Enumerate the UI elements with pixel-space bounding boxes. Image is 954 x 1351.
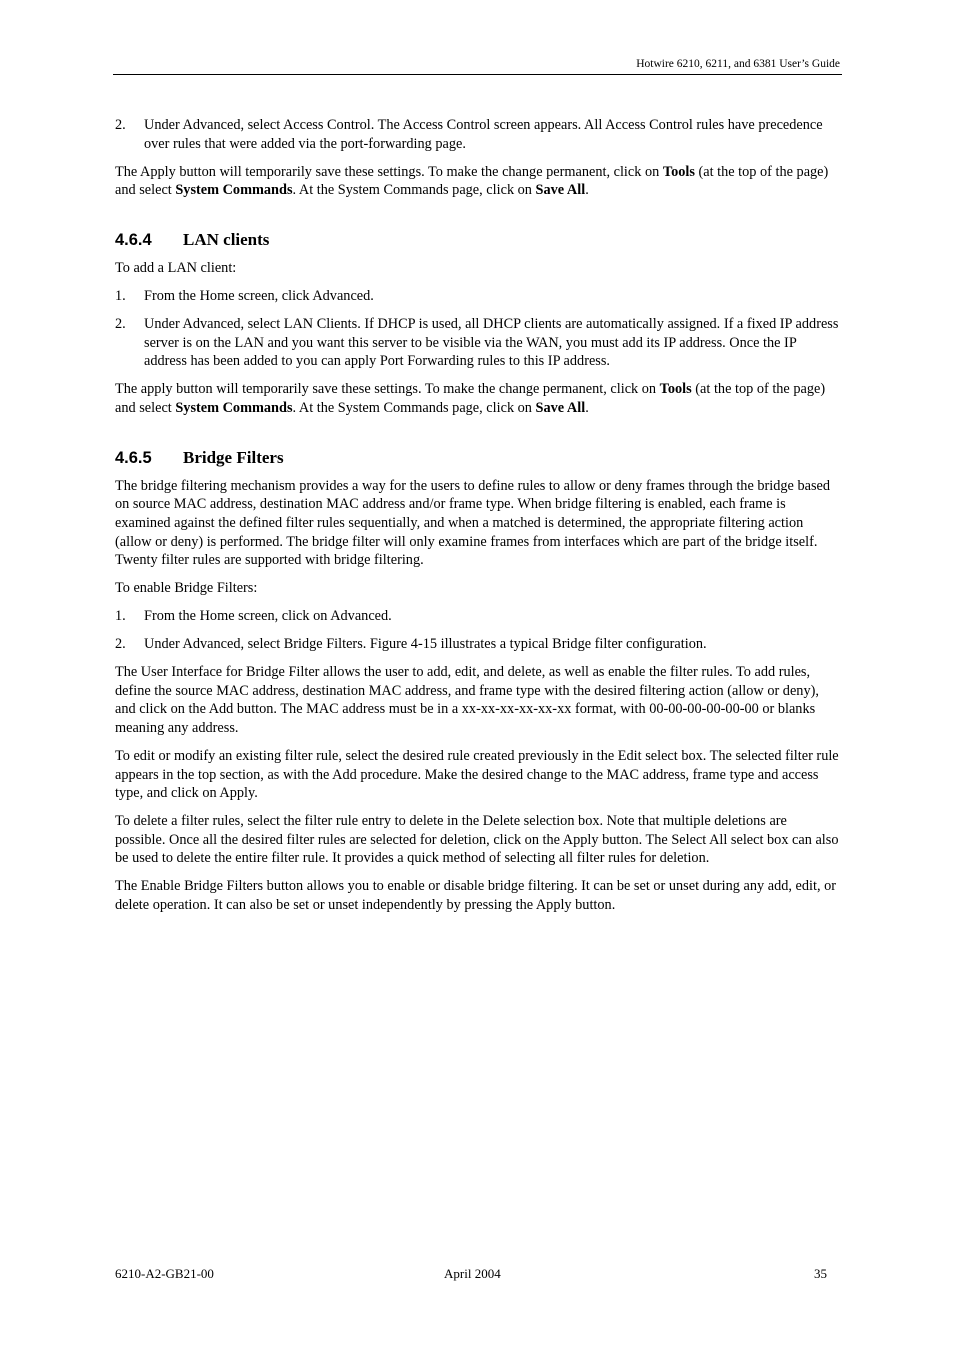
- bold-run: Save All: [535, 182, 586, 199]
- bridge-step-1: [115, 607, 840, 626]
- text-run: (at the top of the page) and select: [115, 381, 826, 416]
- text-run: . At the System Commands page, click on: [292, 182, 536, 199]
- text-run: .: [585, 182, 589, 199]
- text-run: . At the System Commands page, click on: [292, 399, 536, 416]
- bridge-paragraph-4: To delete a filter rules, select the filter rule entry to delete in the Delete selection box. Note that multiple deletions are possible. Once all the desired filter rules are selected for deletion, click on the Apply button. The Select All select box can also be used to delete the entire filter rule. It provides a quick method of selecting all filter rules for deletion.: [115, 813, 839, 867]
- bridge-paragraph-1: The bridge filtering mechanism provides a way for the users to define rules to allow or deny frames through the bridge based on source MAC address, destination MAC address and/or frame type. When bridge filtering is enabled, each frame is examined against the defined filter rules sequentially, and when a matched is determined, the appropriate filtering action (allow or deny) is performed. The bridge filter will only examine frames from interfaces which are part of the bridge itself. Twenty filter rules are supported with bridge filtering.: [115, 477, 831, 569]
- text-run: (at the top of the page) and select: [115, 163, 829, 199]
- section-heading-lan-clients: [115, 228, 840, 252]
- lan-apply-paragraph: [115, 380, 840, 417]
- lan-step-1: [115, 287, 840, 306]
- page-content: [115, 116, 840, 924]
- list-text: Under Advanced, select LAN Clients. If DHCP is used, all DHCP clients are automatically assigned. If a fixed IP address server is on the LAN and you want this server to be visible via the WAN, you must add its IP address. Once the IP address has been added to you can apply Port Forwarding rules to this IP address.: [144, 316, 839, 370]
- list-text: From the Home screen, click on Advanced.: [144, 608, 392, 625]
- section-number: 4.6.5: [115, 448, 152, 467]
- list-text: Under Advanced, select Access Control. The Access Control screen appears. All Access Control rules have precedence over rules that were added via the port-forwarding page.: [144, 117, 823, 152]
- footer-page-number: 35: [814, 1266, 827, 1281]
- bold-run: Tools: [659, 381, 692, 398]
- list-text: Under Advanced, select Bridge Filters. Figure 4-15 illustrates a typical Bridge filter configuration.: [144, 636, 707, 653]
- section-title: LAN clients: [183, 230, 270, 250]
- list-number: 1.: [115, 608, 126, 625]
- section-heading-bridge-filters: [115, 446, 840, 470]
- bridge-paragraph-5: The Enable Bridge Filters button allows you to enable or disable bridge filtering. It can be set or unset during any add, edit, or delete operation. It can also be set or unset independently by pressing the Apply button.: [115, 878, 837, 913]
- bold-run: Tools: [662, 163, 695, 180]
- bold-run: System Commands: [175, 399, 293, 416]
- bold-run: Save All: [535, 399, 586, 416]
- list-text: From the Home screen, click Advanced.: [144, 288, 374, 305]
- text-run: .: [585, 399, 589, 416]
- bridge-paragraph-3: To edit or modify an existing filter rule, select the desired rule created previously in the Edit select box. The selected filter rule appears in the top section, as with the Add procedure. Make the desired change to the MAC address, frame type and access type, and click on Apply.: [115, 747, 839, 802]
- list-number: 2.: [115, 117, 126, 133]
- section-number: 4.6.4: [115, 231, 152, 250]
- intro-apply-paragraph: [115, 163, 840, 200]
- bridge-lead: To enable Bridge Filters:: [115, 580, 258, 597]
- footer-date: April 2004: [444, 1266, 501, 1281]
- page-header: [113, 57, 842, 75]
- intro-step-2: [115, 116, 840, 153]
- bridge-step-2: [115, 635, 840, 654]
- footer-doc-number: 6210-A2-GB21-00: [115, 1266, 214, 1281]
- section-title: Bridge Filters: [183, 447, 284, 467]
- list-number: 1.: [115, 288, 126, 305]
- header-title: Hotwire 6210, 6211, and 6381 User’s Guide: [636, 58, 840, 70]
- text-run: The Apply button will temporarily save these settings. To make the change permanent, click on: [115, 163, 663, 180]
- bold-run: System Commands: [175, 182, 293, 199]
- lan-lead: To add a LAN client:: [115, 260, 237, 277]
- bridge-paragraph-2: The User Interface for Bridge Filter allows the user to add, edit, and delete, as well as enable the filter rules. To add rules, define the source MAC address, destination MAC address, and frame type with the desired filtering action (allow or deny), and click on the Add button. The MAC address must be in a xx-xx-xx-xx-xx-xx format, with 00-00-00-00-00-00 or blanks meaning any address.: [115, 664, 819, 736]
- text-run: The apply button will temporarily save these settings. To make the change permanent, click on: [115, 381, 660, 398]
- lan-step-2: [115, 315, 840, 371]
- list-number: 2.: [115, 636, 126, 653]
- list-number: 2.: [115, 316, 126, 333]
